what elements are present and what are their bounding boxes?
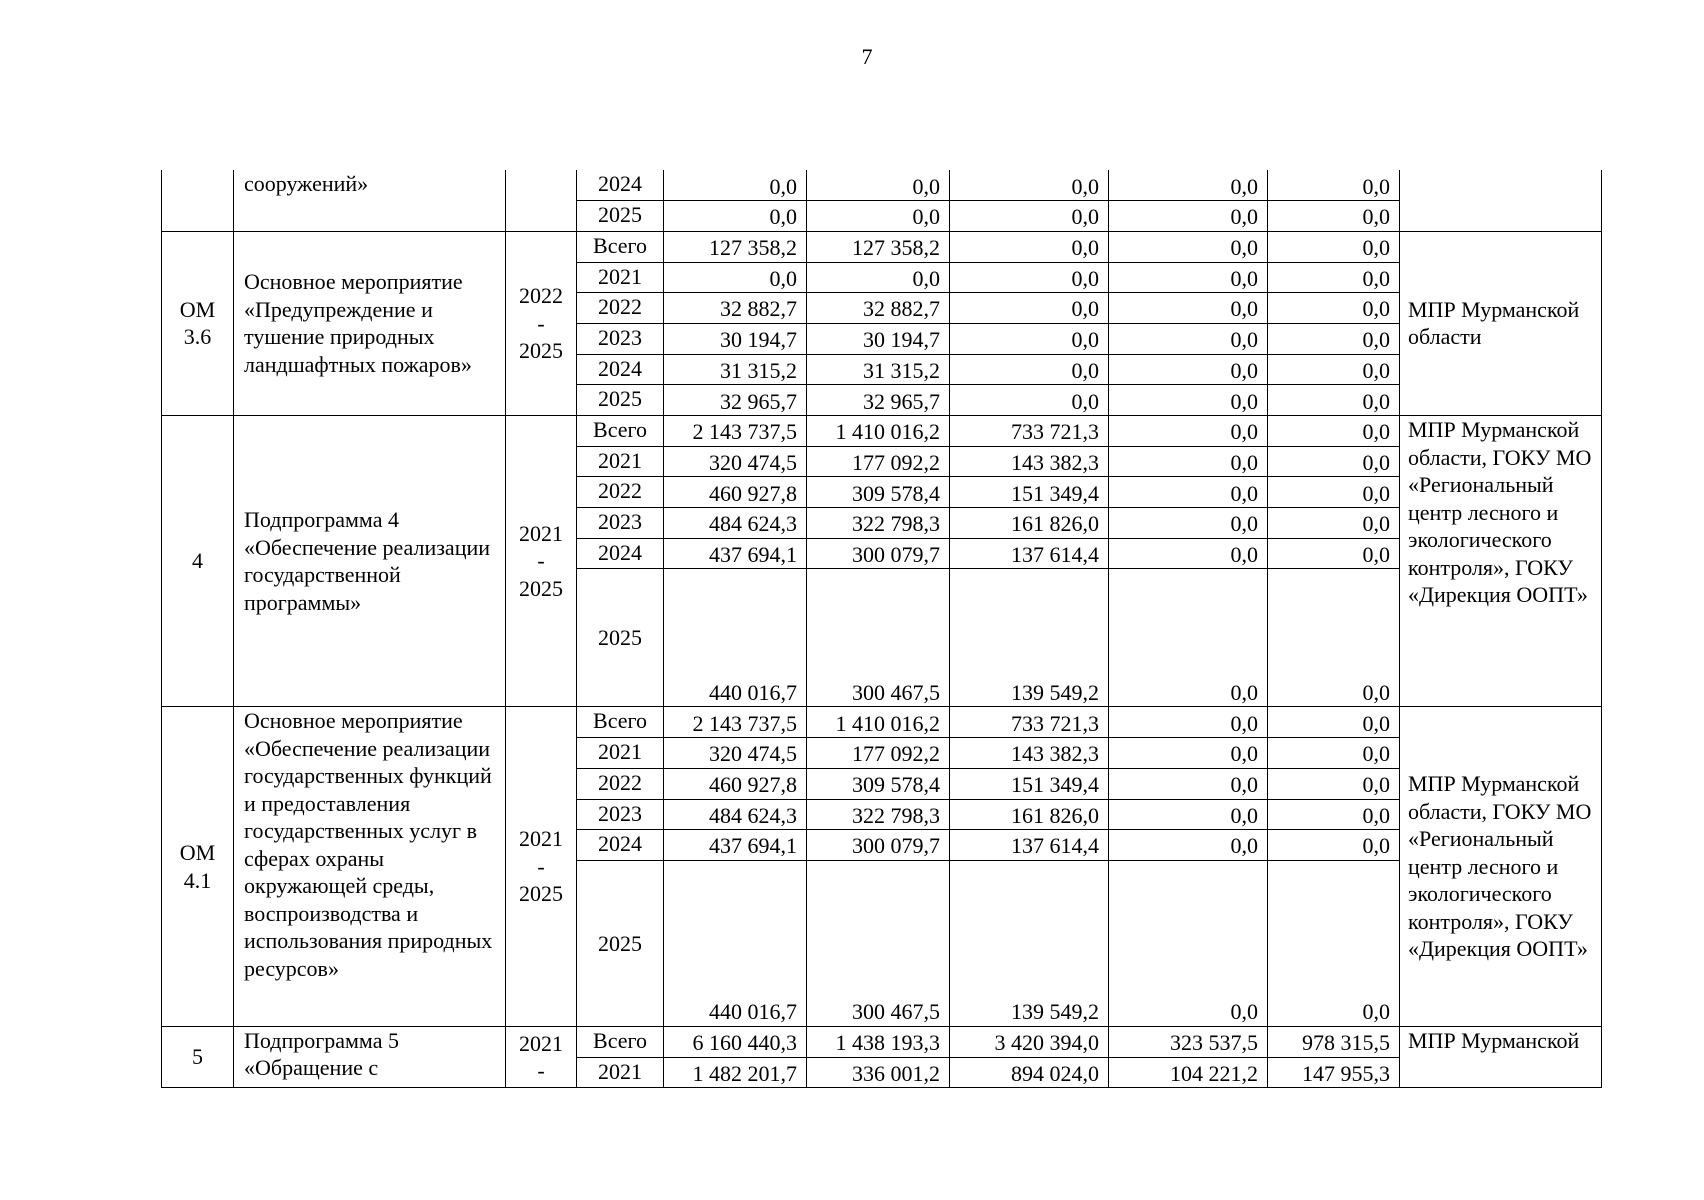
regional-budget-cell: 177 092,2 <box>807 446 950 477</box>
other-sources-cell: 0,0 <box>1268 830 1400 861</box>
other-sources-cell: 0,0 <box>1268 323 1400 354</box>
regional-budget-cell: 322 798,3 <box>807 799 950 830</box>
regional-budget-cell: 300 079,7 <box>807 830 950 861</box>
federal-budget-cell: 137 614,4 <box>950 830 1109 861</box>
federal-budget-cell: 0,0 <box>950 354 1109 385</box>
local-budget-cell: 0,0 <box>1109 201 1268 232</box>
year-cell: 2023 <box>577 323 664 354</box>
other-sources-cell: 0,0 <box>1268 707 1400 738</box>
other-sources-cell: 978 315,5 <box>1268 1026 1400 1057</box>
other-sources-cell: 0,0 <box>1268 416 1400 447</box>
local-budget-cell: 0,0 <box>1109 385 1268 416</box>
row-code-cell <box>162 170 234 231</box>
total-cell: 2 143 737,5 <box>664 416 807 447</box>
federal-budget-cell: 151 349,4 <box>950 477 1109 508</box>
other-sources-cell: 0,0 <box>1268 538 1400 569</box>
total-cell: 484 624,3 <box>664 799 807 830</box>
total-cell: 484 624,3 <box>664 508 807 539</box>
total-cell: 32 965,7 <box>664 385 807 416</box>
local-budget-cell: 323 537,5 <box>1109 1026 1268 1057</box>
table-row <box>162 231 1602 262</box>
regional-budget-cell: 1 438 193,3 <box>807 1026 950 1057</box>
total-cell: 2 143 737,5 <box>664 707 807 738</box>
federal-budget-cell: 137 614,4 <box>950 538 1109 569</box>
year-cell: 2021 <box>577 738 664 769</box>
measure-name-cell: Подпрограмма 5 «Обращение с <box>234 1026 506 1087</box>
other-sources-cell: 0,0 <box>1268 170 1400 201</box>
year-cell: 2024 <box>577 354 664 385</box>
regional-budget-cell: 300 467,5 <box>807 569 950 707</box>
total-cell: 460 927,8 <box>664 768 807 799</box>
local-budget-cell: 0,0 <box>1109 799 1268 830</box>
federal-budget-cell: 3 420 394,0 <box>950 1026 1109 1057</box>
measure-name-cell: Основное мероприятие «Обеспечение реализации государственных функций и предоставления государственных услуг в сферах охраны окружающей среды, воспроизводства и использования природных ресурсов» <box>234 707 506 1026</box>
total-cell: 0,0 <box>664 262 807 293</box>
table-row <box>162 416 1602 447</box>
federal-budget-cell: 0,0 <box>950 170 1109 201</box>
year-cell: 2023 <box>577 799 664 830</box>
total-cell: 30 194,7 <box>664 323 807 354</box>
table-row <box>162 707 1602 738</box>
regional-budget-cell: 309 578,4 <box>807 768 950 799</box>
total-cell: 437 694,1 <box>664 830 807 861</box>
year-cell: Всего <box>577 707 664 738</box>
year-cell: 2022 <box>577 293 664 324</box>
executor-cell <box>1400 170 1602 231</box>
other-sources-cell: 0,0 <box>1268 508 1400 539</box>
other-sources-cell: 0,0 <box>1268 201 1400 232</box>
regional-budget-cell: 309 578,4 <box>807 477 950 508</box>
federal-budget-cell: 0,0 <box>950 385 1109 416</box>
year-cell: 2025 <box>577 385 664 416</box>
federal-budget-cell: 894 024,0 <box>950 1057 1109 1088</box>
federal-budget-cell: 0,0 <box>950 323 1109 354</box>
executor-cell: МПР Мурманской области, ГОКУ МО «Региональный центр лесного и экологического контроля», ГОКУ «Дирекция ООПТ» <box>1400 707 1602 1026</box>
local-budget-cell: 0,0 <box>1109 768 1268 799</box>
total-cell: 440 016,7 <box>664 860 807 1026</box>
year-cell: Всего <box>577 416 664 447</box>
measure-name-cell: Основное мероприятие «Предупреждение и тушение природных ландшафтных пожаров» <box>234 231 506 415</box>
local-budget-cell: 0,0 <box>1109 569 1268 707</box>
executor-cell: МПР Мурманской области, ГОКУ МО «Региональный центр лесного и экологического контроля», ГОКУ «Дирекция ООПТ» <box>1400 416 1602 707</box>
other-sources-cell: 0,0 <box>1268 569 1400 707</box>
year-cell: Всего <box>577 1026 664 1057</box>
year-cell: 2021 <box>577 1057 664 1088</box>
federal-budget-cell: 0,0 <box>950 262 1109 293</box>
federal-budget-cell: 151 349,4 <box>950 768 1109 799</box>
local-budget-cell: 0,0 <box>1109 830 1268 861</box>
federal-budget-cell: 733 721,3 <box>950 416 1109 447</box>
regional-budget-cell: 1 410 016,2 <box>807 707 950 738</box>
total-cell: 127 358,2 <box>664 231 807 262</box>
local-budget-cell: 0,0 <box>1109 738 1268 769</box>
year-cell: 2024 <box>577 170 664 201</box>
other-sources-cell: 0,0 <box>1268 354 1400 385</box>
row-code-cell: ОМ 4.1 <box>162 707 234 1026</box>
measure-name-cell: сооружений» <box>234 170 506 231</box>
local-budget-cell: 0,0 <box>1109 354 1268 385</box>
year-cell: Всего <box>577 231 664 262</box>
local-budget-cell: 0,0 <box>1109 707 1268 738</box>
year-cell: 2025 <box>577 569 664 707</box>
total-cell: 32 882,7 <box>664 293 807 324</box>
federal-budget-cell: 161 826,0 <box>950 508 1109 539</box>
period-cell <box>506 170 577 231</box>
row-code-cell: 4 <box>162 416 234 707</box>
row-code-cell: 5 <box>162 1026 234 1087</box>
year-cell: 2025 <box>577 860 664 1026</box>
other-sources-cell: 0,0 <box>1268 860 1400 1026</box>
federal-budget-cell: 0,0 <box>950 201 1109 232</box>
local-budget-cell: 0,0 <box>1109 538 1268 569</box>
local-budget-cell: 0,0 <box>1109 262 1268 293</box>
year-cell: 2022 <box>577 477 664 508</box>
regional-budget-cell: 0,0 <box>807 170 950 201</box>
other-sources-cell: 0,0 <box>1268 768 1400 799</box>
local-budget-cell: 0,0 <box>1109 293 1268 324</box>
period-cell: 2021 - 2025 <box>506 707 577 1026</box>
other-sources-cell: 0,0 <box>1268 385 1400 416</box>
total-cell: 31 315,2 <box>664 354 807 385</box>
year-cell: 2024 <box>577 538 664 569</box>
local-budget-cell: 0,0 <box>1109 446 1268 477</box>
local-budget-cell: 104 221,2 <box>1109 1057 1268 1088</box>
row-code-cell: ОМ 3.6 <box>162 231 234 415</box>
table-row <box>162 1026 1602 1057</box>
regional-budget-cell: 300 467,5 <box>807 860 950 1026</box>
federal-budget-cell: 0,0 <box>950 293 1109 324</box>
regional-budget-cell: 32 882,7 <box>807 293 950 324</box>
regional-budget-cell: 32 965,7 <box>807 385 950 416</box>
period-cell: 2021 - 2025 <box>506 416 577 707</box>
table-row <box>162 170 1602 201</box>
total-cell: 320 474,5 <box>664 446 807 477</box>
regional-budget-cell: 127 358,2 <box>807 231 950 262</box>
other-sources-cell: 0,0 <box>1268 231 1400 262</box>
local-budget-cell: 0,0 <box>1109 231 1268 262</box>
year-cell: 2021 <box>577 262 664 293</box>
regional-budget-cell: 300 079,7 <box>807 538 950 569</box>
regional-budget-cell: 30 194,7 <box>807 323 950 354</box>
total-cell: 437 694,1 <box>664 538 807 569</box>
local-budget-cell: 0,0 <box>1109 860 1268 1026</box>
regional-budget-cell: 177 092,2 <box>807 738 950 769</box>
local-budget-cell: 0,0 <box>1109 323 1268 354</box>
year-cell: 2021 <box>577 446 664 477</box>
total-cell: 460 927,8 <box>664 477 807 508</box>
regional-budget-cell: 1 410 016,2 <box>807 416 950 447</box>
regional-budget-cell: 0,0 <box>807 201 950 232</box>
federal-budget-cell: 143 382,3 <box>950 738 1109 769</box>
other-sources-cell: 147 955,3 <box>1268 1057 1400 1088</box>
federal-budget-cell: 161 826,0 <box>950 799 1109 830</box>
other-sources-cell: 0,0 <box>1268 446 1400 477</box>
local-budget-cell: 0,0 <box>1109 477 1268 508</box>
total-cell: 6 160 440,3 <box>664 1026 807 1057</box>
federal-budget-cell: 143 382,3 <box>950 446 1109 477</box>
year-cell: 2023 <box>577 508 664 539</box>
other-sources-cell: 0,0 <box>1268 799 1400 830</box>
local-budget-cell: 0,0 <box>1109 508 1268 539</box>
total-cell: 320 474,5 <box>664 738 807 769</box>
federal-budget-cell: 0,0 <box>950 231 1109 262</box>
total-cell: 0,0 <box>664 201 807 232</box>
regional-budget-cell: 31 315,2 <box>807 354 950 385</box>
total-cell: 1 482 201,7 <box>664 1057 807 1088</box>
other-sources-cell: 0,0 <box>1268 262 1400 293</box>
period-cell: 2021 - <box>506 1026 577 1087</box>
measure-name-cell: Подпрограмма 4 «Обеспечение реализации государственной программы» <box>234 416 506 707</box>
federal-budget-cell: 139 549,2 <box>950 860 1109 1026</box>
other-sources-cell: 0,0 <box>1268 477 1400 508</box>
regional-budget-cell: 0,0 <box>807 262 950 293</box>
year-cell: 2024 <box>577 830 664 861</box>
local-budget-cell: 0,0 <box>1109 416 1268 447</box>
other-sources-cell: 0,0 <box>1268 738 1400 769</box>
regional-budget-cell: 336 001,2 <box>807 1057 950 1088</box>
federal-budget-cell: 139 549,2 <box>950 569 1109 707</box>
budget-table <box>161 170 1602 1088</box>
total-cell: 0,0 <box>664 170 807 201</box>
executor-cell: МПР Мурманской <box>1400 1026 1602 1087</box>
other-sources-cell: 0,0 <box>1268 293 1400 324</box>
total-cell: 440 016,7 <box>664 569 807 707</box>
federal-budget-cell: 733 721,3 <box>950 707 1109 738</box>
executor-cell: МПР Мурманской области <box>1400 231 1602 415</box>
regional-budget-cell: 322 798,3 <box>807 508 950 539</box>
period-cell: 2022 - 2025 <box>506 231 577 415</box>
local-budget-cell: 0,0 <box>1109 170 1268 201</box>
year-cell: 2022 <box>577 768 664 799</box>
page-number: 7 <box>861 44 873 69</box>
year-cell: 2025 <box>577 201 664 232</box>
